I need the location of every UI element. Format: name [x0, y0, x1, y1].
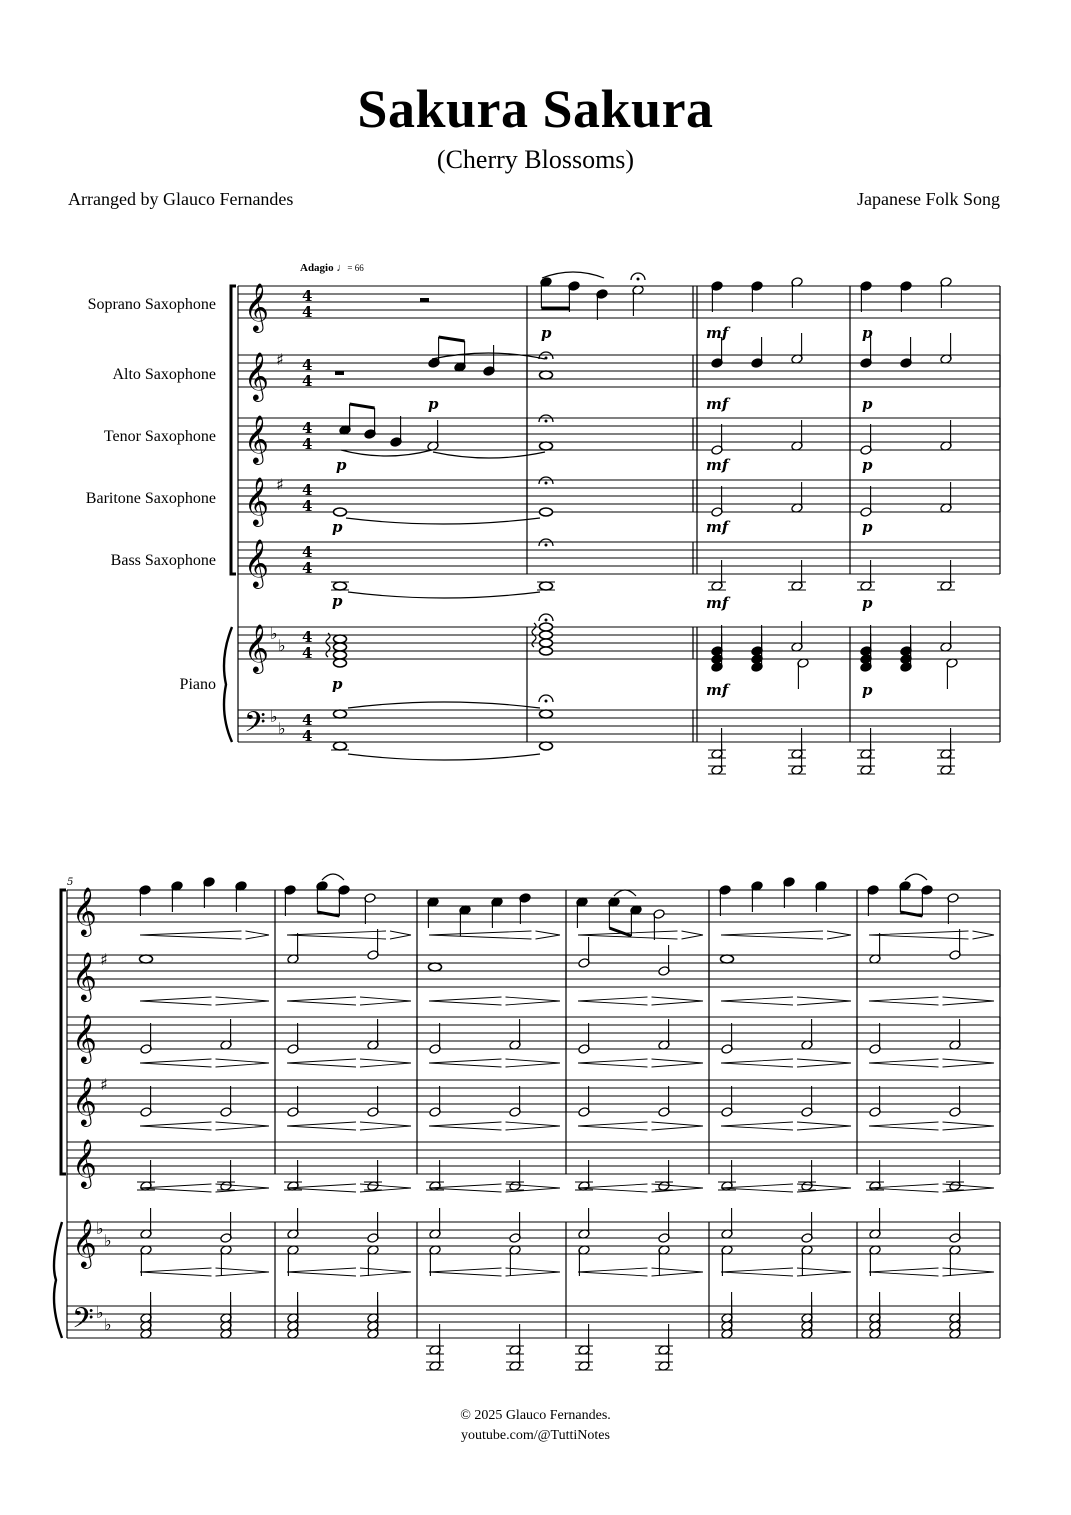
whole-notehead — [540, 442, 553, 450]
decrescendo-hairpin — [652, 1122, 704, 1130]
dynamic-p: p — [862, 395, 873, 413]
half-rest-icon — [420, 298, 429, 302]
whole-notehead — [334, 742, 347, 750]
slur — [322, 874, 344, 880]
fermata-dot — [637, 278, 640, 281]
bass-clef-icon: 𝄢 — [72, 1302, 94, 1342]
flat-icon: ♭ — [96, 1303, 104, 1322]
decrescendo-hairpin — [797, 997, 851, 1005]
flat-icon: ♭ — [270, 624, 278, 643]
time-sig-bottom: 4 — [302, 559, 313, 577]
decrescendo-hairpin — [216, 997, 270, 1005]
system-1 — [224, 272, 1000, 775]
footer-url: youtube.com/@TuttiNotes — [461, 1428, 610, 1443]
time-sig-top: 4 — [302, 481, 313, 499]
slur — [542, 272, 604, 278]
crescendo-hairpin — [869, 1268, 939, 1276]
treble-clef-icon: 𝄞 — [72, 951, 97, 1000]
instrument-label-tenor: Tenor Saxophone — [103, 428, 216, 445]
dynamic-p: p — [332, 675, 343, 693]
treble-clef-icon: 𝄞 — [244, 282, 269, 331]
treble-clef-icon: 𝄞 — [72, 886, 97, 935]
crescendo-hairpin — [429, 997, 502, 1005]
slur — [348, 702, 540, 708]
flat-icon: ♭ — [278, 719, 286, 738]
slur — [432, 353, 545, 359]
slur — [348, 754, 540, 760]
time-sig-bottom: 4 — [302, 497, 313, 515]
decrescendo-hairpin — [652, 1059, 704, 1067]
piano-brace — [224, 627, 232, 742]
dynamic-p: p — [541, 324, 552, 342]
crescendo-hairpin — [429, 1122, 502, 1130]
copyright-notice: © 2025 Glauco Fernandes. — [460, 1408, 611, 1423]
whole-notehead — [540, 742, 553, 750]
decrescendo-hairpin — [682, 931, 704, 939]
system-2 — [54, 874, 1000, 1371]
treble-clef-icon: 𝄞 — [244, 623, 269, 672]
whole-notehead — [540, 623, 553, 631]
treble-clef-icon: 𝄞 — [244, 351, 269, 400]
fermata-dot — [545, 700, 548, 703]
crescendo-hairpin — [287, 1122, 356, 1130]
decrescendo-hairpin — [506, 997, 561, 1005]
beam — [609, 928, 631, 936]
crescendo-hairpin — [578, 997, 648, 1005]
score-subtitle: (Cherry Blossoms) — [436, 145, 635, 174]
fermata-dot — [545, 619, 548, 622]
crescendo-hairpin — [578, 1122, 648, 1130]
treble-clef-icon: 𝄞 — [72, 1218, 97, 1267]
decrescendo-hairpin — [827, 931, 851, 939]
time-sig-top: 4 — [302, 711, 313, 729]
decrescendo-hairpin — [506, 1059, 561, 1067]
sharp-icon: ♯ — [100, 950, 108, 969]
arpeggio-icon — [326, 633, 330, 657]
dynamic-p: p — [862, 594, 873, 612]
sax-bracket — [61, 890, 66, 1174]
crescendo-hairpin — [869, 997, 939, 1005]
whole-notehead — [540, 710, 553, 718]
dynamic-mf: mf — [706, 456, 729, 474]
dynamic-p: p — [862, 681, 873, 699]
crescendo-hairpin — [140, 1122, 212, 1130]
beam — [350, 404, 375, 408]
composer-credit: Japanese Folk Song — [857, 189, 1000, 209]
slur — [905, 874, 927, 880]
decrescendo-hairpin — [216, 1059, 270, 1067]
fermata-dot — [545, 357, 548, 360]
dynamic-mf: mf — [706, 324, 729, 342]
treble-clef-icon: 𝄞 — [244, 538, 269, 587]
crescendo-hairpin — [869, 1059, 939, 1067]
decrescendo-hairpin — [360, 1268, 411, 1276]
dynamic-mf: mf — [706, 395, 729, 413]
bass-clef-icon: 𝄢 — [244, 706, 266, 746]
dynamic-mf: mf — [706, 681, 729, 699]
flat-icon: ♭ — [104, 1315, 112, 1334]
crescendo-hairpin — [429, 1059, 502, 1067]
whole-notehead — [334, 659, 347, 667]
instrument-label-baritone: Baritone Saxophone — [85, 490, 216, 507]
tempo-label: Adagio — [300, 262, 334, 274]
instrument-label-alto: Alto Saxophone — [112, 366, 216, 383]
whole-notehead — [429, 963, 442, 971]
half-rest-icon — [335, 371, 344, 375]
flat-icon: ♭ — [278, 636, 286, 655]
fermata-dot — [545, 482, 548, 485]
sharp-icon: ♯ — [276, 475, 284, 494]
slur — [433, 452, 545, 458]
treble-clef-icon: 𝄞 — [72, 1138, 97, 1187]
instrument-label-bass: Bass Saxophone — [110, 552, 216, 569]
decrescendo-hairpin — [216, 1122, 270, 1130]
time-sig-top: 4 — [302, 628, 313, 646]
fermata-dot — [545, 420, 548, 423]
whole-notehead — [540, 508, 553, 516]
decrescendo-hairpin — [536, 931, 561, 939]
time-sig-bottom: 4 — [302, 303, 313, 321]
whole-notehead — [721, 955, 734, 963]
crescendo-hairpin — [721, 931, 823, 939]
crescendo-hairpin — [287, 1059, 356, 1067]
crescendo-hairpin — [721, 1059, 793, 1067]
whole-notehead — [334, 508, 347, 516]
crescendo-hairpin — [721, 1268, 793, 1276]
dynamic-mf: mf — [706, 594, 729, 612]
slur — [346, 518, 540, 524]
time-sig-bottom: 4 — [302, 435, 313, 453]
treble-clef-icon: 𝄞 — [72, 1076, 97, 1125]
time-sig-top: 4 — [302, 543, 313, 561]
whole-notehead — [540, 647, 553, 655]
instrument-label-soprano: Soprano Saxophone — [87, 296, 216, 313]
beam — [900, 912, 922, 916]
slur — [348, 592, 540, 598]
crescendo-hairpin — [578, 1059, 648, 1067]
decrescendo-hairpin — [360, 997, 411, 1005]
piano-brace — [54, 1222, 62, 1338]
time-sig-bottom: 4 — [302, 727, 313, 745]
whole-notehead — [334, 635, 347, 643]
decrescendo-hairpin — [973, 931, 995, 939]
dynamic-p: p — [332, 592, 343, 610]
crescendo-hairpin — [721, 997, 793, 1005]
decrescendo-hairpin — [216, 1268, 270, 1276]
time-sig-top: 4 — [302, 287, 313, 305]
crescendo-hairpin — [287, 1268, 356, 1276]
measure-number: 5 — [67, 877, 74, 888]
whole-notehead — [540, 639, 553, 647]
fermata-dot — [545, 544, 548, 547]
time-sig-top: 4 — [302, 356, 313, 374]
beam — [317, 912, 339, 916]
decrescendo-hairpin — [943, 1059, 995, 1067]
crescendo-hairpin — [869, 1122, 939, 1130]
dynamic-p: p — [862, 456, 873, 474]
whole-notehead — [140, 955, 153, 963]
sharp-icon: ♯ — [276, 350, 284, 369]
crescendo-hairpin — [578, 1268, 648, 1276]
slur — [341, 450, 432, 456]
decrescendo-hairpin — [652, 997, 704, 1005]
dynamic-p: p — [862, 324, 873, 342]
crescendo-hairpin — [429, 1268, 502, 1276]
slur — [614, 890, 636, 896]
time-sig-bottom: 4 — [302, 644, 313, 662]
crescendo-hairpin — [140, 997, 212, 1005]
decrescendo-hairpin — [506, 1122, 561, 1130]
whole-notehead — [334, 710, 347, 718]
arranger-credit: Arranged by Glauco Fernandes — [68, 189, 294, 209]
score-title: Sakura Sakura — [357, 79, 714, 139]
time-sig-bottom: 4 — [302, 372, 313, 390]
whole-notehead — [540, 631, 553, 639]
decrescendo-hairpin — [797, 1059, 851, 1067]
crescendo-hairpin — [140, 1268, 212, 1276]
tempo-value: = 66 — [347, 263, 364, 273]
decrescendo-hairpin — [360, 1122, 411, 1130]
decrescendo-hairpin — [390, 931, 411, 939]
dynamic-p: p — [332, 518, 343, 536]
crescendo-hairpin — [140, 931, 242, 939]
crescendo-hairpin — [287, 997, 356, 1005]
treble-clef-icon: 𝄞 — [244, 476, 269, 525]
dynamic-mf: mf — [706, 518, 729, 536]
flat-icon: ♭ — [96, 1219, 104, 1238]
dynamic-p: p — [336, 456, 347, 474]
crescendo-hairpin — [140, 1059, 212, 1067]
crescendo-hairpin — [429, 931, 532, 939]
time-sig-top: 4 — [302, 419, 313, 437]
decrescendo-hairpin — [360, 1059, 411, 1067]
treble-clef-icon: 𝄞 — [72, 1013, 97, 1062]
whole-notehead — [540, 582, 553, 590]
treble-clef-icon: 𝄞 — [244, 414, 269, 463]
decrescendo-hairpin — [797, 1122, 851, 1130]
crescendo-hairpin — [721, 1122, 793, 1130]
whole-notehead — [540, 371, 553, 379]
flat-icon: ♭ — [104, 1231, 112, 1250]
sharp-icon: ♯ — [100, 1075, 108, 1094]
crescendo-hairpin — [869, 931, 969, 939]
instrument-label-piano: Piano — [179, 676, 216, 693]
decrescendo-hairpin — [943, 1122, 995, 1130]
sax-bracket — [231, 286, 236, 574]
dynamic-p: p — [862, 518, 873, 536]
quarter-note-icon: ♩ — [336, 262, 348, 274]
whole-notehead — [334, 651, 347, 659]
decrescendo-hairpin — [797, 1268, 851, 1276]
whole-notehead — [334, 582, 347, 590]
dynamic-p: p — [428, 395, 439, 413]
beam — [439, 337, 465, 341]
flat-icon: ♭ — [270, 707, 278, 726]
decrescendo-hairpin — [506, 1268, 561, 1276]
crescendo-hairpin — [287, 931, 386, 939]
whole-notehead — [334, 643, 347, 651]
decrescendo-hairpin — [943, 997, 995, 1005]
decrescendo-hairpin — [246, 931, 270, 939]
